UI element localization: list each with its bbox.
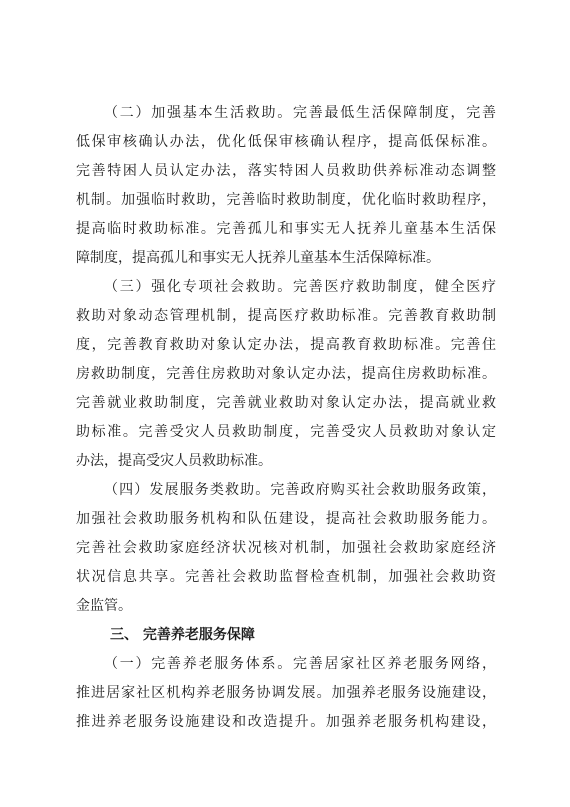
text-line: （四）发展服务类救助。完善政府购买社会救助服务政策， [104,482,496,498]
text-line: 完善就业救助制度，完善就业救助对象认定办法，提高就业救 [76,395,496,411]
text-line: 加强社会救助服务机构和队伍建设，提高社会救助服务能力。 [76,511,496,527]
text-line: 推进居家社区机构养老服务协调发展。加强养老服务设施建设， [76,685,496,701]
paragraph-basic-living-assistance [76,99,496,273]
text-line: 障制度，提高孤儿和事实无人抚养儿童基本生活保障标准。 [76,250,440,266]
paragraph-special-assistance [76,273,496,476]
text-line: 救助对象动态管理机制，提高医疗救助标准。完善教育救助制 [76,308,496,324]
text-line: （一）完善养老服务体系。完善居家社区养老服务网络， [104,656,496,672]
text-line: （三）强化专项社会救助。完善医疗救助制度，健全医疗 [104,279,496,295]
text-line: 状况信息共享。完善社会救助监督检查机制，加强社会救助资 [76,569,496,585]
text-line: 度，完善教育救助对象认定办法，提高教育救助标准。完善住 [76,337,496,353]
section-heading-elderly-care [76,621,496,650]
document-page [76,99,496,737]
text-line: 办法，提高受灾人员救助标准。 [76,453,272,469]
paragraph-service-assistance [76,476,496,621]
section-heading: 三、 完善养老服务保障 [110,627,255,643]
text-line: 金监管。 [76,598,132,614]
text-line: 完善社会救助家庭经济状况核对机制，加强社会救助家庭经济 [76,540,496,556]
text-line: 提高临时救助标准。完善孤儿和事实无人抚养儿童基本生活保 [76,221,496,237]
text-line: 完善特困人员认定办法，落实特困人员救助供养标准动态调整 [76,163,496,179]
paragraph-elderly-care-system [76,650,496,737]
text-line: 低保审核确认办法，优化低保审核确认程序，提高低保标准。 [76,134,496,150]
text-line: 机制。加强临时救助，完善临时救助制度，优化临时救助程序， [76,192,496,208]
text-line: （二）加强基本生活救助。完善最低生活保障制度，完善 [104,105,496,121]
text-line: 助标准。完善受灾人员救助制度，完善受灾人员救助对象认定 [76,424,496,440]
text-line: 房救助制度，完善住房救助对象认定办法，提高住房救助标准。 [76,366,496,382]
text-line: 推进养老服务设施建设和改造提升。加强养老服务机构建设， [76,714,496,730]
